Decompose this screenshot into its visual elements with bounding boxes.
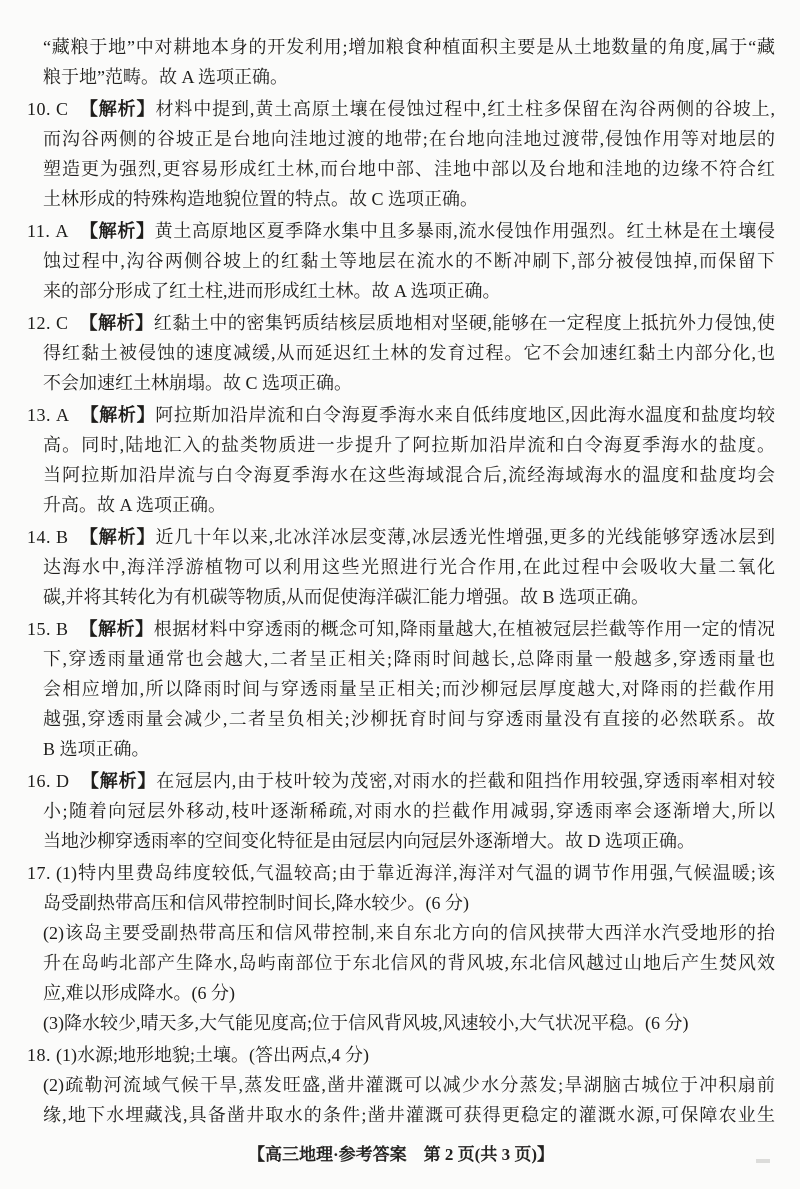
line-text: 碳,并将其转化为有机碳等物质,从而促使海洋碳汇能力增强。故 B 选项正确。 — [43, 587, 650, 607]
answer-text-line — [27, 582, 775, 612]
line-text: 不会加速红土林崩塌。故 C 选项正确。 — [43, 373, 353, 393]
answer-text-line — [27, 246, 775, 276]
line-text: 来的部分形成了红土柱,进而形成红土林。故 A 选项正确。 — [43, 281, 501, 301]
answer-text-line — [27, 490, 775, 520]
answer-text-line — [27, 704, 775, 734]
answer-item-line — [27, 400, 775, 430]
answer-text-line — [27, 918, 775, 948]
answer-text-line — [27, 276, 775, 306]
line-text: 阿拉斯加沿岸流和白令海夏季海水来自低纬度地区,因此海水温度和盐度均较 — [155, 405, 775, 425]
answer-text-line — [27, 184, 775, 214]
item-number: 12. — [27, 313, 51, 333]
line-text: 缘,地下水埋藏浅,具备凿井取水的条件;凿井灌溉可获得更稳定的灌溉水源,可保障农业生 — [43, 1105, 775, 1125]
answer-letter: B — [56, 527, 69, 547]
analysis-tag: 【解析】 — [79, 313, 154, 333]
analysis-tag: 【解析】 — [79, 221, 155, 241]
line-text: 粮于地”范畴。故 A 选项正确。 — [43, 67, 288, 87]
answer-text-line — [27, 62, 775, 92]
item-number: 15. — [27, 619, 51, 639]
answer-text-line — [27, 1070, 775, 1100]
answer-text-line — [27, 826, 775, 856]
line-text: 在冠层内,由于枝叶较为茂密,对雨水的拦截和阻挡作用较强,穿透雨率相对较 — [156, 771, 775, 791]
answer-letter: A — [56, 405, 69, 425]
analysis-tag: 【解析】 — [79, 619, 154, 639]
line-text: 黄土高原地区夏季降水集中且多暴雨,流水侵蚀作用强烈。红土林是在土壤侵 — [154, 221, 775, 241]
line-text: 当阿拉斯加沿岸流与白令海夏季海水在这些海域混合后,流经海域海水的温度和盐度均会 — [43, 465, 775, 485]
answer-item-line — [27, 1040, 775, 1070]
answer-item-line — [27, 216, 775, 246]
line-text: (3)降水较少,晴天多,大气能见度高;位于信风背风坡,风速较小,大气状况平稳。(6 分) — [43, 1013, 689, 1033]
answer-item-line — [27, 766, 775, 796]
analysis-tag: 【解析】 — [79, 527, 156, 547]
page-footer-text: 【高三地理·参考答案 第 2 页(共 3 页)】 — [248, 1145, 554, 1164]
line-text: 蚀过程中,沟谷两侧谷坡上的红黏土等地层在流水的不断冲刷下,部分被侵蚀掉,而保留下 — [43, 251, 775, 271]
answer-text-line — [27, 124, 775, 154]
answer-text-line — [27, 644, 775, 674]
text-lines — [27, 32, 775, 1130]
answer-text-line — [27, 888, 775, 918]
line-text: 应,难以形成降水。(6 分) — [43, 983, 235, 1003]
answer-text-line — [27, 1100, 775, 1130]
answer-item-line — [27, 94, 775, 124]
line-text: 达海水中,海洋浮游植物可以利用这些光照进行光合作用,在此过程中会吸收大量二氧化 — [43, 557, 775, 577]
line-text: 得红黏土被侵蚀的速度减缓,从而延迟红土林的发育过程。它不会加速红黏土内部分化,也 — [43, 343, 775, 363]
line-text: B 选项正确。 — [43, 739, 150, 759]
answer-text-line — [27, 154, 775, 184]
line-text: 会相应增加,所以降雨时间与穿透雨量呈正相关;而沙柳冠层厚度越大,对降雨的拦截作用 — [43, 679, 775, 699]
line-text: (2)疏勒河流域气候干旱,蒸发旺盛,凿井灌溉可以减少水分蒸发;旱湖脑古城位于冲积扇前 — [43, 1075, 775, 1095]
line-text: 高。同时,陆地汇入的盐类物质进一步提升了阿拉斯加沿岸流和白令海夏季海水的盐度。 — [43, 435, 775, 455]
analysis-tag: 【解析】 — [79, 99, 156, 119]
answer-text-line — [27, 674, 775, 704]
answer-text-line — [27, 552, 775, 582]
answer-item-line — [27, 308, 775, 338]
item-number: 16. — [27, 771, 51, 791]
answer-text-line — [27, 460, 775, 490]
line-text: 材料中提到,黄土高原土壤在侵蚀过程中,红土柱多保留在沟谷两侧的谷坡上, — [155, 99, 775, 119]
line-text: 塑造更为强烈,更容易形成红土林,而台地中部、洼地中部以及台地和洼地的边缘不符合红 — [43, 159, 775, 179]
answer-letter: C — [56, 313, 69, 333]
line-text: “藏粮于地”中对耕地本身的开发利用;增加粮食种植面积主要是从土地数量的角度,属于“藏 — [43, 37, 775, 57]
line-text: 而沟谷两侧的谷坡正是台地向洼地过渡的地带;在台地向洼地过渡带,侵蚀作用等对地层的 — [43, 129, 775, 149]
line-text: 越强,穿透雨量会减少,二者呈负相关;沙柳抚育时间与穿透雨量没有直接的必然联系。故 — [43, 709, 775, 729]
answer-text-line — [27, 368, 775, 398]
answer-text-line — [27, 796, 775, 826]
answer-text-line — [27, 948, 775, 978]
line-text: 下,穿透雨量通常也会越大,二者呈正相关;降雨时间越长,总降雨量一般越多,穿透雨量也 — [43, 649, 775, 669]
answer-text-line — [27, 32, 775, 62]
answer-text-line — [27, 1008, 775, 1038]
answer-text-line — [27, 338, 775, 368]
answer-text-line — [27, 430, 775, 460]
line-text: 岛受副热带高压和信风带控制时间长,降水较少。(6 分) — [43, 893, 469, 913]
scan-artifact — [756, 1159, 770, 1163]
item-number: 11. — [27, 221, 51, 241]
item-number: 13. — [27, 405, 51, 425]
answer-letter: D — [56, 771, 69, 791]
line-text: (1)特内里费岛纬度较低,气温较高;由于靠近海洋,海洋对气温的调节作用强,气候温暖;该 — [56, 863, 775, 883]
line-text: 根据材料中穿透雨的概念可知,降雨量越大,在植被冠层拦截等作用一定的情况 — [153, 619, 775, 639]
answer-letter: C — [56, 99, 69, 119]
answer-item-line — [27, 858, 775, 888]
line-text: 升在岛屿北部产生降水,岛屿南部位于东北信风的背风坡,东北信风越过山地后产生焚风效 — [43, 953, 775, 973]
analysis-tag: 【解析】 — [80, 405, 156, 425]
item-number: 14. — [27, 527, 51, 547]
answer-letter: A — [55, 221, 69, 241]
line-text: 红黏土中的密集钙质结核层质地相对坚硬,能够在一定程度上抵抗外力侵蚀,使 — [153, 313, 775, 333]
line-text: 小;随着向冠层外移动,枝叶逐渐稀疏,对雨水的拦截作用减弱,穿透雨率会逐渐增大,所以 — [43, 801, 775, 821]
item-number: 10. — [27, 99, 51, 119]
analysis-tag: 【解析】 — [80, 771, 157, 791]
page-footer — [27, 1141, 775, 1169]
answer-item-line — [27, 614, 775, 644]
line-text: 升高。故 A 选项正确。 — [43, 495, 227, 515]
answer-letter: B — [56, 619, 69, 639]
answer-text-line — [27, 978, 775, 1008]
answer-text-line — [27, 734, 775, 764]
line-text: (1)水源;地形地貌;土壤。(答出两点,4 分) — [56, 1045, 369, 1065]
line-text: 土林形成的特殊构造地貌位置的特点。故 C 选项正确。 — [43, 189, 479, 209]
line-text: 当地沙柳穿透雨率的空间变化特征是由冠层内向冠层外逐渐增大。故 D 选项正确。 — [43, 831, 695, 851]
answer-item-line — [27, 522, 775, 552]
line-text: 近几十年以来,北冰洋冰层变薄,冰层透光性增强,更多的光线能够穿透冰层到 — [155, 527, 775, 547]
item-number: 17. — [27, 863, 51, 883]
line-text: (2)该岛主要受副热带高压和信风带控制,来自东北方向的信风挟带大西洋水汽受地形的抬 — [43, 923, 775, 943]
item-number: 18. — [27, 1045, 51, 1065]
